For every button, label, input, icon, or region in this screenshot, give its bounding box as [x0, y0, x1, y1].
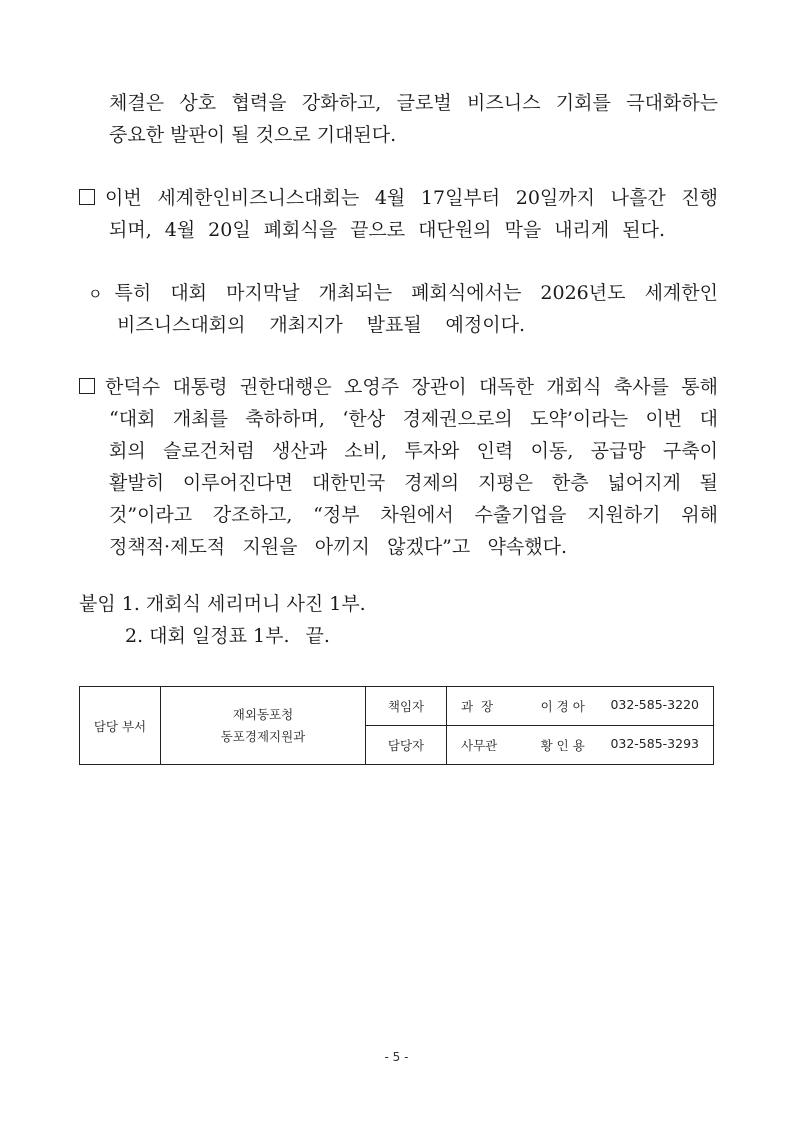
contact-title: 과 장 — [461, 699, 494, 714]
paragraph-2-line-1: 이번 세계한인비즈니스대회는 4월 17일부터 20일까지 나흘간 진행 — [79, 186, 718, 211]
attachment-item-1: 1. 개회식 세리머니 사진 1부. — [121, 593, 366, 615]
contact-name: 황 인 용 — [540, 738, 585, 753]
paragraph-4-line-2: “대회 개최를 축하하며, ‘한상 경제권으로의 도약’이라는 이번 대 — [109, 408, 718, 430]
square-bullet-icon — [79, 378, 95, 394]
contact-phone: 032-585-3293 — [610, 736, 699, 751]
paragraph-2-line-2: 되며, 4월 20일 폐회식을 끝으로 대단원의 막을 내리게 된다. — [109, 219, 665, 241]
paragraph-4-line-3: 회의 슬로건처럼 생산과 소비, 투자와 인력 이동, 공급망 구축이 — [109, 440, 718, 462]
paragraph-4-line-6: 정책적·제도적 지원을 아끼지 않겠다”고 약속했다. — [109, 536, 567, 558]
role-cell: 담당자 — [366, 726, 447, 765]
contact-name: 이 경 아 — [540, 699, 585, 714]
paragraph-1-line-1: 체결은 상호 협력을 강화하고, 글로벌 비즈니스 기회를 극대화하는 — [109, 92, 718, 114]
contact-table — [79, 686, 714, 765]
attachments-line-2 — [125, 624, 330, 649]
dept-name-cell — [161, 687, 366, 765]
attachments-line-1 — [79, 592, 366, 617]
circle-bullet-icon: ㅇ — [88, 285, 103, 303]
end-mark: 끝. — [305, 625, 330, 647]
contact-phone: 032-585-3220 — [610, 697, 699, 712]
paragraph-4-line-4: 활발히 이루어진다면 대한민국 경제의 지평은 한층 넓어지게 될 — [109, 472, 718, 494]
square-bullet-icon — [79, 189, 95, 205]
contact-title: 사무관 — [461, 738, 498, 753]
contact-detail-cell — [447, 726, 714, 765]
attachment-item-2: 2. 대회 일정표 1부. — [125, 625, 290, 647]
division-name: 동포경제지원과 — [220, 728, 306, 744]
page-number: - 5 - — [384, 1050, 409, 1064]
paragraph-3-line-2: 비즈니스대회의 개최지가 발표될 예정이다. — [117, 314, 525, 336]
dept-label: 담당 부서 — [80, 687, 161, 765]
agency-name: 재외동포청 — [232, 706, 294, 722]
paragraph-3-line-1: ㅇ 특히 대회 마지막날 개최되는 폐회식에서는 2026년도 세계한인 — [88, 282, 718, 304]
contact-detail-cell — [447, 687, 714, 726]
paragraph-4-line-1: 한덕수 대통령 권한대행은 오영주 장관이 대독한 개회식 축사를 통해 — [79, 375, 718, 400]
role-cell: 책임자 — [366, 687, 447, 726]
paragraph-1-line-2: 중요한 발판이 될 것으로 기대된다. — [109, 124, 397, 146]
paragraph-4-line-5: 것”이라고 강조하고, “정부 차원에서 수출기업을 지원하기 위해 — [109, 504, 718, 526]
attachments-label: 붙임 — [79, 593, 116, 615]
